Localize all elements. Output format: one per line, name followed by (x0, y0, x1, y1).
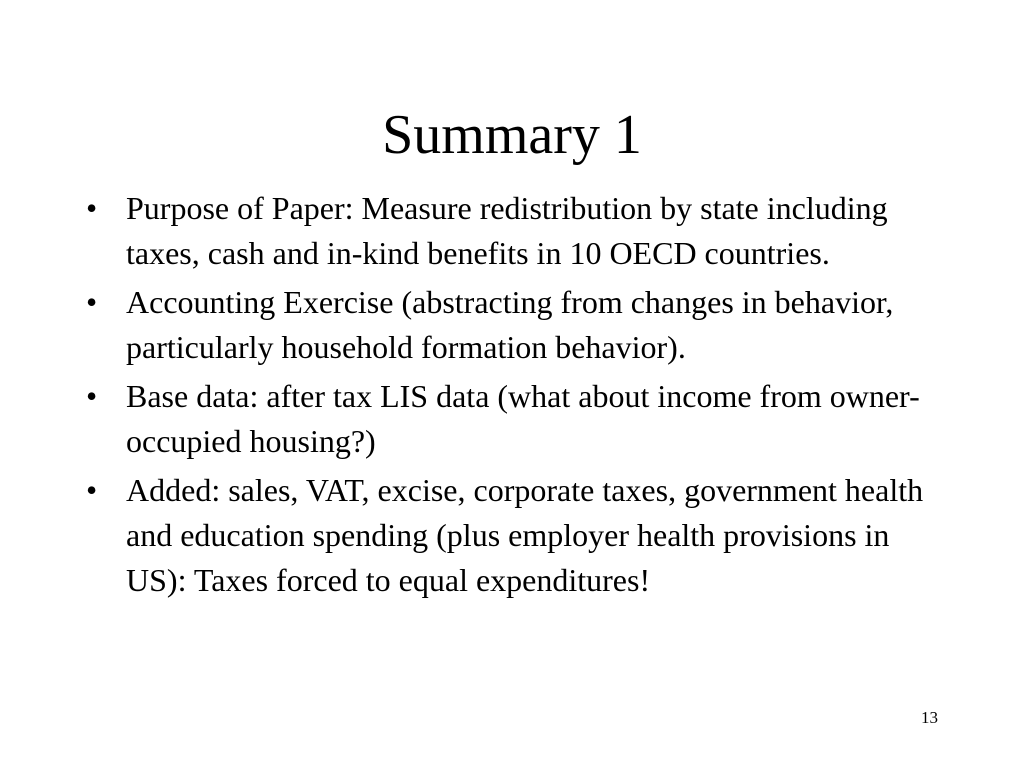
bullet-icon: • (86, 284, 98, 320)
slide-title: Summary 1 (382, 104, 642, 166)
bullet-item (82, 468, 952, 603)
slide-number: 13 (921, 708, 938, 727)
bullet-item (82, 186, 952, 276)
bullet-text: Purpose of Paper: Measure redistribution by state including taxes, cash and in-kind benefits in 10 OECD countries. (126, 190, 888, 271)
bullet-text: Accounting Exercise (abstracting from changes in behavior, particularly household formation behavior). (126, 284, 894, 365)
bullet-icon: • (86, 472, 98, 508)
bullet-text: Added: sales, VAT, excise, corporate taxes, government health and education spending (plus employer health provisions in US): Taxes forced to equal expenditures! (126, 472, 924, 598)
bullet-icon: • (86, 378, 98, 414)
bullet-text: Base data: after tax LIS data (what about income from owner-occupied housing?) (126, 378, 920, 459)
bullet-icon: • (86, 190, 98, 226)
bullet-item (82, 280, 952, 370)
bullet-item (82, 374, 952, 464)
bullet-list (82, 186, 952, 607)
